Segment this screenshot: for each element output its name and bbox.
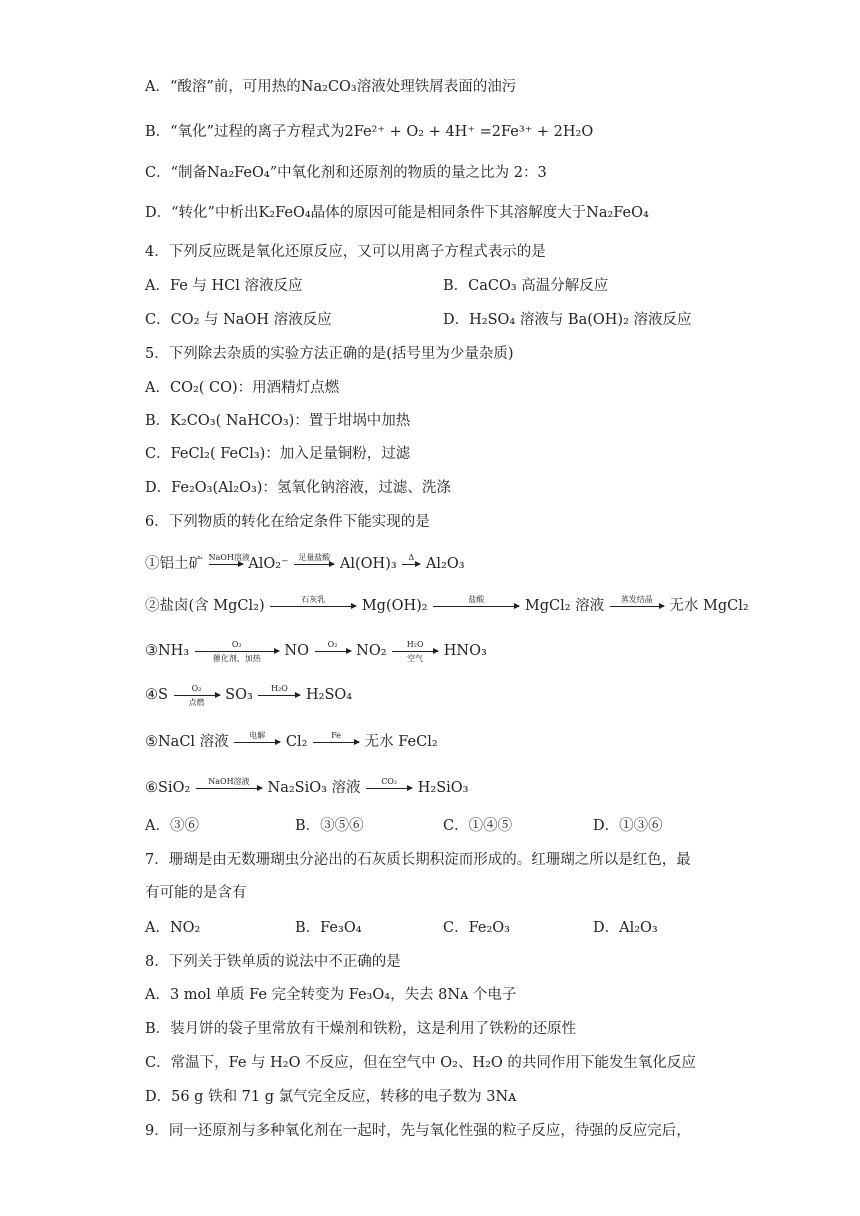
- r2-step2: MgCl₂ 溶液: [524, 598, 605, 614]
- q3-option-a: A．“酸溶”前，可用热的Na₂CO₃溶液处理铁屑表面的油污: [145, 79, 517, 95]
- arrow-condition: 电解: [249, 730, 266, 740]
- r6-start: ⑥SiO₂: [145, 780, 191, 796]
- arrow-condition: 盐酸: [468, 594, 485, 604]
- r3-product: HNO₃: [443, 643, 487, 659]
- arrow-condition: 催化剂、加热: [212, 653, 261, 663]
- arrow-condition: 蒸发结晶: [620, 594, 653, 604]
- q3-option-d: D．“转化”中析出K₂FeO₄晶体的原因可能是相同条件下其溶解度大于Na₂FeO₄: [145, 205, 649, 221]
- q6-option-d: D．①③⑥: [593, 818, 663, 834]
- r4-product: H₂SO₄: [306, 687, 353, 703]
- q6-reaction-2: [145, 595, 749, 617]
- q3-option-c: C．“制备Na₂FeO₄”中氧化剂和还原剂的物质的量之比为 2：3: [145, 165, 547, 181]
- q7-option-b: B．Fe₃O₄: [295, 920, 362, 936]
- q4-option-a: A．Fe 与 HCl 溶液反应: [145, 278, 303, 294]
- arrow-condition: O₂: [191, 683, 202, 693]
- r1-step2: Al(OH)₃: [339, 556, 397, 572]
- q5-stem: 5．下列除去杂质的实验方法正确的是(括号里为少量杂质): [145, 346, 514, 362]
- q4-stem: 4．下列反应既是氧化还原反应，又可以用离子方程式表示的是: [145, 244, 546, 260]
- q8-stem: 8．下列关于铁单质的说法中不正确的是: [145, 954, 401, 970]
- q7-option-a: A．NO₂: [145, 920, 201, 936]
- arrow-condition: O₂: [231, 639, 242, 649]
- r1-step1: AlO₂⁻: [248, 556, 289, 572]
- q5-option-d: D．Fe₂O₃(Al₂O₃)：氢氧化钠溶液，过滤、洗涤: [145, 480, 451, 496]
- q6-option-b: B．③⑤⑥: [295, 818, 364, 834]
- q5-option-a: A．CO₂( CO)：用酒精灯点燃: [145, 380, 340, 396]
- reaction-arrow: [402, 552, 420, 565]
- q3-option-b-text: B．“氧化”过程的离子方程式为: [145, 124, 345, 140]
- r5-step1: Cl₂: [285, 734, 308, 750]
- r4-step1: SO₃: [225, 687, 253, 703]
- q6-option-c: C．①④⑤: [443, 818, 513, 834]
- q6-reaction-4: [145, 684, 352, 706]
- reaction-arrow: [392, 639, 438, 663]
- reaction-arrow: [433, 594, 519, 607]
- q6-reaction-3: [145, 640, 487, 662]
- q7-stem-line2: 有可能的是含有: [145, 885, 247, 901]
- r1-product: Al₂O₃: [425, 556, 465, 572]
- reaction-arrow: [313, 730, 359, 743]
- arrow-condition: 空气: [407, 653, 424, 663]
- r2-product: 无水 MgCl₂: [669, 598, 749, 614]
- r2-step1: Mg(OH)₂: [361, 598, 428, 614]
- reaction-arrow: [315, 639, 351, 652]
- reaction-arrow: [234, 730, 280, 743]
- reaction-arrow: [294, 552, 334, 565]
- q6-reaction-5: [145, 731, 438, 753]
- r2-start: ②盐卤(含 MgCl₂): [145, 598, 265, 614]
- reaction-arrow: [258, 683, 300, 696]
- q4-option-c: C．CO₂ 与 NaOH 溶液反应: [145, 312, 332, 328]
- r1-start: ①铝土矿: [145, 556, 203, 572]
- reaction-arrow: [366, 776, 412, 789]
- q3-option-b: [145, 121, 593, 143]
- r5-start: ⑤NaCl 溶液: [145, 734, 229, 750]
- reaction-arrow: [195, 639, 279, 663]
- q5-option-c: C．FeCl₂( FeCl₃)：加入足量铜粉，过滤: [145, 446, 411, 462]
- q8-option-b: B．装月饼的袋子里常放有干燥剂和铁粉，这是利用了铁粉的还原性: [145, 1021, 577, 1037]
- reaction-arrow: [208, 552, 250, 565]
- q4-option-b: B．CaCO₃ 高温分解反应: [443, 278, 609, 294]
- q3-option-b-equation: 2Fe²⁺ + O₂ + 4H⁺ =2Fe³⁺ + 2H₂O: [344, 124, 594, 140]
- arrow-condition: 点燃: [188, 697, 205, 707]
- r3-step1: NO: [284, 643, 309, 659]
- q7-option-c: C．Fe₂O₃: [443, 920, 510, 936]
- arrow-condition: NaOH溶液: [208, 552, 250, 562]
- q6-option-a: A．③⑥: [145, 818, 199, 834]
- arrow-condition: 石灰乳: [301, 594, 326, 604]
- arrow-condition: 足量盐酸: [298, 552, 331, 562]
- arrow-condition: H₂O: [406, 639, 424, 649]
- q8-option-c: C．常温下，Fe 与 H₂O 不反应，但在空气中 O₂、H₂O 的共同作用下能发生氧化反应: [145, 1055, 696, 1071]
- arrow-condition: H₂O: [271, 683, 288, 693]
- arrow-condition: Fe: [331, 730, 341, 740]
- q9-stem: 9．同一还原剂与多种氧化剂在一起时，先与氧化性强的粒子反应，待强的反应完后，: [145, 1123, 691, 1139]
- r4-start: ④S: [145, 687, 168, 703]
- q5-option-b: B．K₂CO₃( NaHCO₃)：置于坩埚中加热: [145, 413, 411, 429]
- reaction-arrow: [174, 683, 220, 707]
- arrow-condition: O₂: [327, 639, 338, 649]
- q6-reaction-6: [145, 777, 468, 799]
- r6-step1: Na₂SiO₃ 溶液: [267, 780, 361, 796]
- reaction-arrow: [610, 594, 664, 607]
- q6-reaction-1: [145, 553, 465, 575]
- q8-option-d: D．56 g 铁和 71 g 氯气完全反应，转移的电子数为 3Nᴀ: [145, 1089, 517, 1105]
- arrow-condition: Δ: [408, 552, 415, 562]
- r3-start: ③NH₃: [145, 643, 190, 659]
- r6-product: H₂SiO₃: [417, 780, 469, 796]
- q6-stem: 6．下列物质的转化在给定条件下能实现的是: [145, 514, 430, 530]
- reaction-arrow: [196, 776, 262, 789]
- q7-option-d: D．Al₂O₃: [593, 920, 658, 936]
- reaction-arrow: [270, 594, 356, 607]
- arrow-condition: NaOH溶液: [208, 776, 250, 786]
- r3-step2: NO₂: [356, 643, 387, 659]
- arrow-condition: CO₂: [381, 776, 398, 786]
- q8-option-a: A．3 mol 单质 Fe 完全转变为 Fe₃O₄，失去 8Nᴀ 个电子: [145, 987, 517, 1003]
- q7-stem-line1: 7．珊瑚是由无数珊瑚虫分泌出的石灰质长期积淀而形成的。红珊瑚之所以是红色，最: [145, 852, 691, 868]
- q4-option-d: D．H₂SO₄ 溶液与 Ba(OH)₂ 溶液反应: [443, 312, 692, 328]
- r5-product: 无水 FeCl₂: [364, 734, 438, 750]
